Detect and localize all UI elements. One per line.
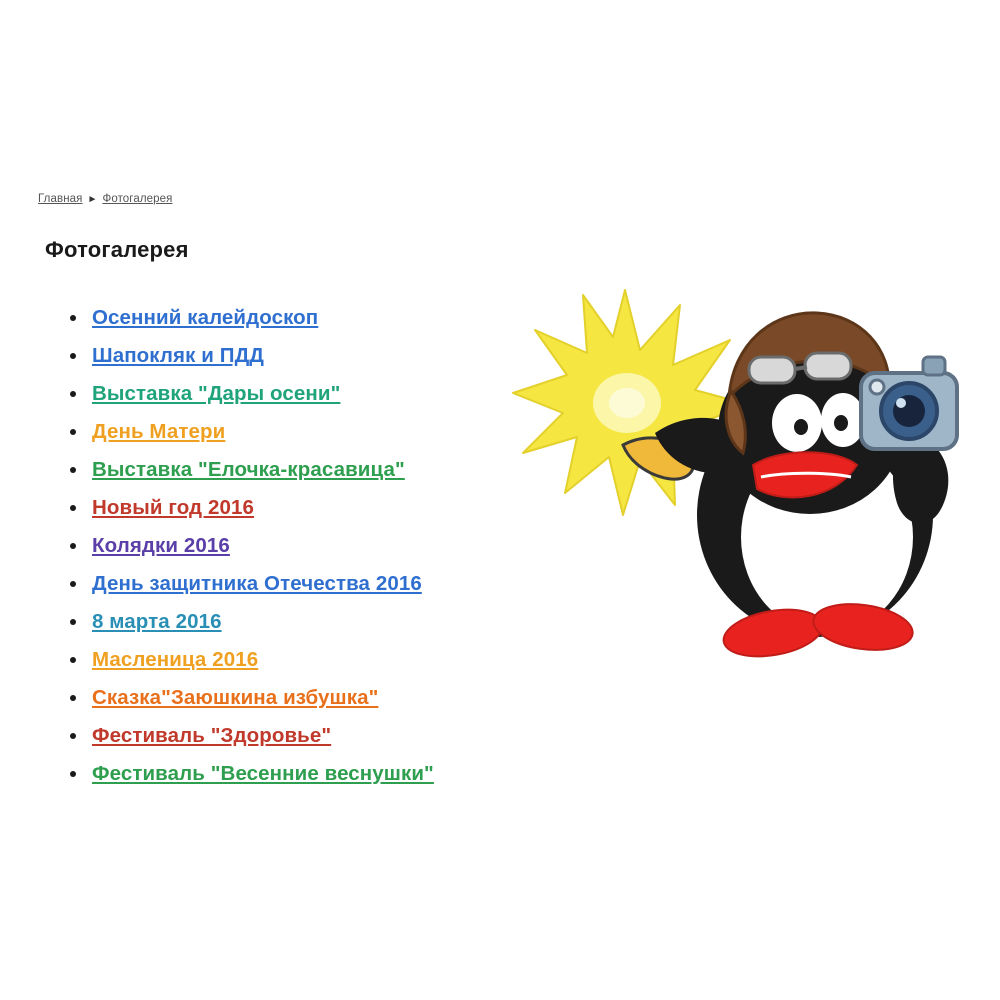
page-title: Фотогалерея xyxy=(45,236,189,262)
gallery-link[interactable]: Шапокляк и ПДД xyxy=(92,344,264,367)
breadcrumb-home-link[interactable]: Главная xyxy=(38,193,83,205)
gallery-link[interactable]: День Матери xyxy=(92,420,226,443)
penguin-photographer-icon xyxy=(505,265,975,685)
gallery-link[interactable]: Сказка"Заюшкина избушка" xyxy=(92,686,379,709)
gallery-link[interactable]: Новый год 2016 xyxy=(92,496,254,519)
breadcrumb-current-link[interactable]: Фотогалерея xyxy=(102,193,173,205)
gallery-link[interactable]: Масленица 2016 xyxy=(92,648,259,671)
gallery-link[interactable]: Выставка "Дары осени" xyxy=(92,382,341,405)
list-item xyxy=(92,761,612,786)
breadcrumb-separator-icon: ► xyxy=(87,194,98,205)
breadcrumb xyxy=(38,193,172,205)
gallery-link[interactable]: Колядки 2016 xyxy=(92,534,230,557)
gallery-link[interactable]: Фестиваль "Весенние веснушки" xyxy=(92,762,434,785)
gallery-link[interactable]: Выставка "Елочка-красавица" xyxy=(92,458,405,481)
gallery-link[interactable]: 8 марта 2016 xyxy=(92,610,222,633)
page-fade-bottom xyxy=(0,830,1000,1000)
gallery-link[interactable]: Фестиваль "Здоровье" xyxy=(92,724,332,747)
gallery-link[interactable]: Осенний калейдоскоп xyxy=(92,306,319,329)
gallery-link[interactable]: День защитника Отечества 2016 xyxy=(92,572,422,595)
list-item xyxy=(92,685,612,710)
list-item xyxy=(92,723,612,748)
